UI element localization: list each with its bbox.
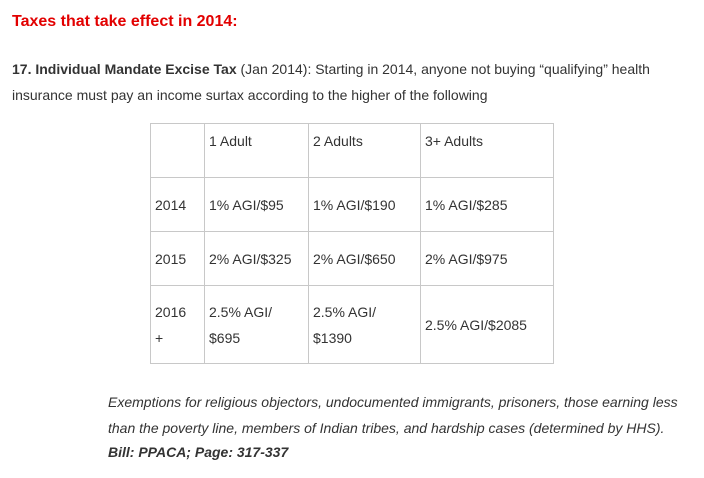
year-cell: 2015: [151, 232, 205, 286]
table-row: [151, 178, 554, 232]
one-adult-cell: [205, 286, 309, 364]
two-adults-cell: [309, 286, 421, 364]
three-plus-adults-cell: 2.5% AGI/$2085: [421, 286, 554, 364]
item-date: (Jan 2014): [240, 61, 308, 77]
one-adult-cell: 1% AGI/$95: [205, 178, 309, 232]
intro-text-line-2: insurance must pay an income surtax according to the higher of the following: [12, 87, 488, 103]
one-adult-line-1: 2.5% AGI/: [209, 303, 273, 320]
intro-paragraph: [12, 56, 692, 108]
year-cell: 2014: [151, 178, 205, 232]
three-plus-adults-cell: 2% AGI/$975: [421, 232, 554, 286]
header-cell-3-plus-adults: 3+ Adults: [421, 124, 554, 178]
header-cell-blank: [151, 124, 205, 178]
penalty-table: [150, 123, 554, 364]
one-adult-line-2: $695: [209, 329, 241, 346]
table-row: [151, 286, 554, 364]
two-adults-line-2: $1390: [313, 329, 352, 346]
one-adult-cell: 2% AGI/$325: [205, 232, 309, 286]
table-row: [151, 232, 554, 286]
two-adults-cell: 1% AGI/$190: [309, 178, 421, 232]
exemptions-line-2: than the poverty line, members of Indian tribes, and hardship cases (determined by HHS).: [108, 420, 665, 436]
year-suffix: +: [155, 329, 164, 346]
bill-reference: Bill: PPACA; Page: 317-337: [108, 444, 289, 460]
two-adults-cell: 2% AGI/$650: [309, 232, 421, 286]
exemptions-note: [108, 389, 698, 441]
year-text: 2016: [155, 303, 187, 320]
two-adults-line-1: 2.5% AGI/: [313, 303, 377, 320]
year-cell: [151, 286, 205, 364]
exemptions-line-1: Exemptions for religious objectors, undocumented immigrants, prisoners, those earning less: [108, 394, 678, 410]
three-plus-adults-cell: 1% AGI/$285: [421, 178, 554, 232]
page-heading: Taxes that take effect in 2014:: [12, 13, 238, 30]
header-cell-1-adult: 1 Adult: [205, 124, 309, 178]
intro-text-line-1: : Starting in 2014, anyone not buying “qualifying” health: [307, 61, 650, 77]
item-title: 17. Individual Mandate Excise Tax: [12, 61, 237, 77]
table-header-row: [151, 124, 554, 178]
header-cell-2-adults: 2 Adults: [309, 124, 421, 178]
